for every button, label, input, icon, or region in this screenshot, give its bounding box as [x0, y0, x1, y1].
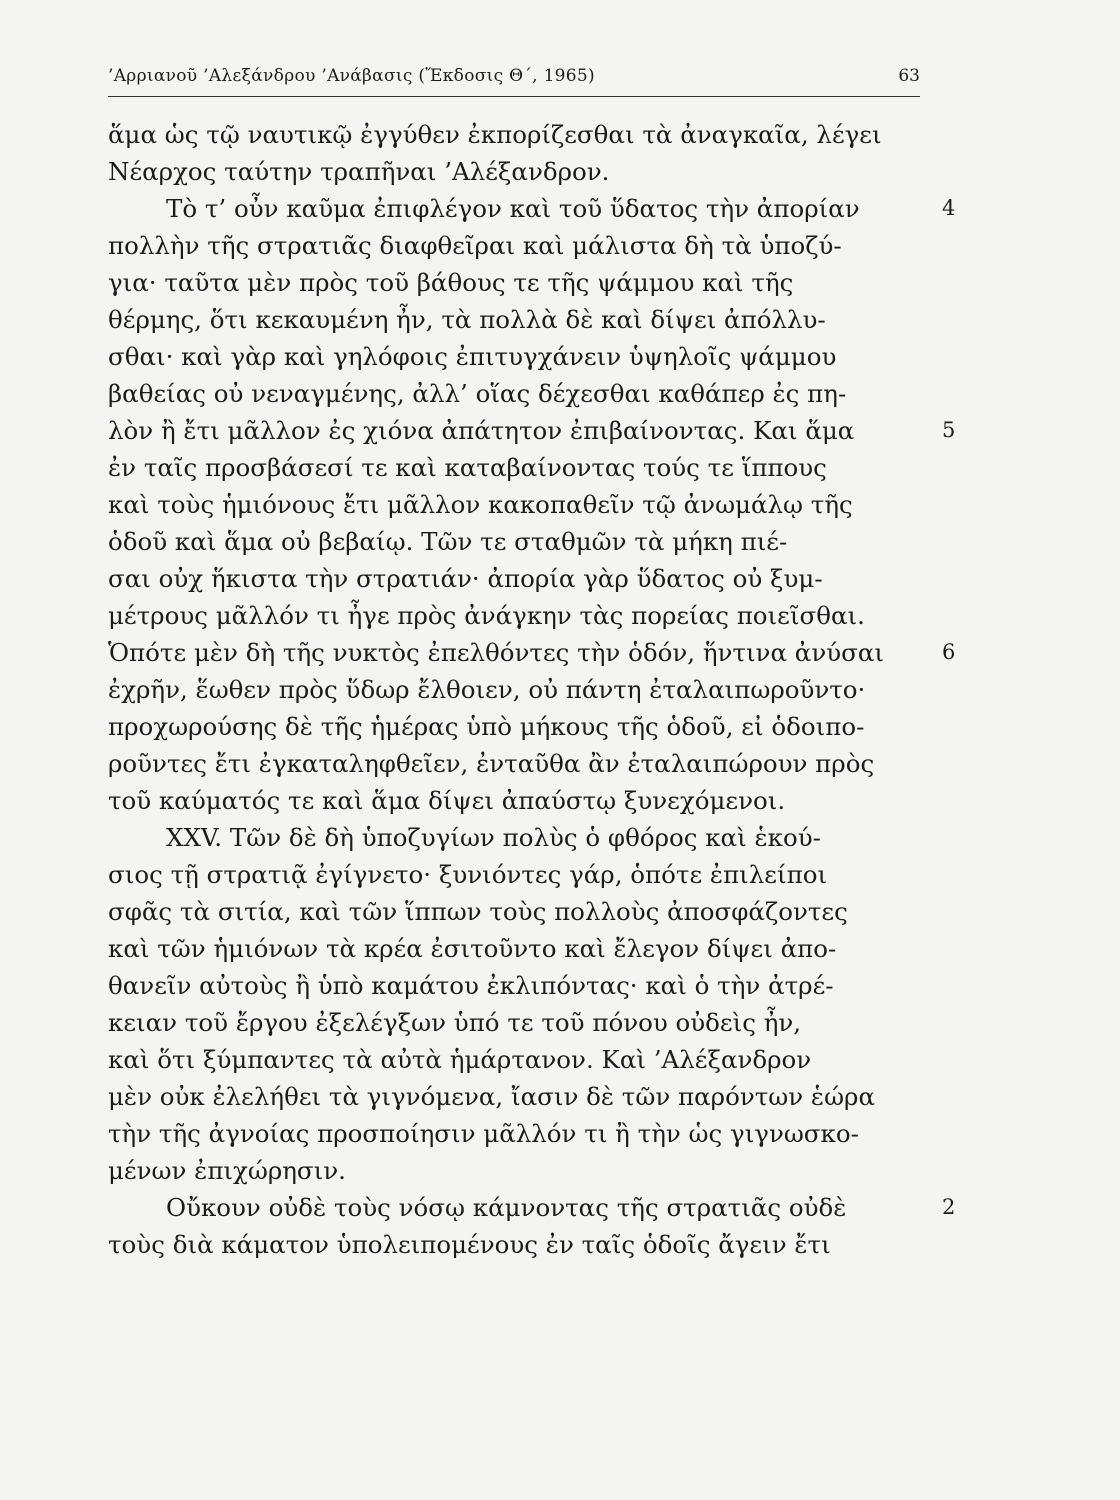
text-line	[108, 1189, 956, 1226]
line-text: πολλὴν τῆς στρατιᾶς διαφθεῖραι καὶ μάλιστα δὴ τὰ ὑποζύ-	[108, 231, 842, 260]
text-line	[108, 856, 920, 893]
text-line	[108, 449, 920, 486]
line-text: καὶ ὅτι ξύμπαντες τὰ αὐτὰ ἡμάρτανον. Καὶ ’Αλέξανδρον	[108, 1045, 812, 1074]
line-text: καὶ τοὺς ἡμιόνους ἔτι μᾶλλον κακοπαθεῖν τῷ ἀνωμάλῳ τῆς	[108, 490, 853, 519]
text-line	[108, 1115, 920, 1152]
text-line	[108, 597, 920, 634]
text-line	[108, 338, 920, 375]
text-line	[108, 227, 920, 264]
section-number: 4	[942, 196, 956, 220]
text-line	[108, 930, 920, 967]
section-number: 5	[942, 418, 956, 442]
text-line	[108, 1041, 920, 1078]
line-text: μέτρους μᾶλλόν τι ἦγε πρὸς ἀνάγκην τὰς πορείας ποιεῖσθαι.	[108, 601, 865, 630]
line-text: βαθείας οὐ νεναγμένης, ἀλλ’ οἵας δέχεσθαι καθάπερ ἐς πη-	[108, 379, 847, 408]
text-line	[108, 264, 920, 301]
text-line	[108, 1152, 920, 1189]
line-text: προχωρούσης δὲ τῆς ἡμέρας ὑπὸ μήκους τῆς ὁδοῦ, εἰ ὁδοιπο-	[108, 712, 865, 741]
text-line	[108, 153, 920, 190]
line-text: Νέαρχος ταύτην τραπῆναι ’Αλέξανδρον.	[108, 157, 610, 186]
line-text: θανεῖν αὐτοὺς ἢ ὑπὸ καμάτου ἐκλιπόντας· καὶ ὁ τὴν ἀτρέ-	[108, 971, 834, 1000]
text-line	[108, 1004, 920, 1041]
body-text	[108, 116, 956, 1263]
line-text: ἐχρῆν, ἕωθεν πρὸς ὕδωρ ἔλθοιεν, οὐ πάντη ἐταλαιπωροῦντο·	[108, 675, 866, 704]
text-line	[108, 116, 920, 153]
section-number: 6	[942, 640, 956, 664]
text-line	[108, 708, 920, 745]
text-line	[108, 819, 920, 856]
text-line	[108, 560, 920, 597]
text-line	[108, 1078, 920, 1115]
text-line	[108, 967, 920, 1004]
text-line	[108, 893, 920, 930]
line-text: Οὔκουν οὐδὲ τοὺς νόσῳ κάμνοντας τῆς στρατιᾶς οὐδὲ	[166, 1193, 847, 1222]
line-text: ροῦντες ἔτι ἐγκαταληφθεῖεν, ἐνταῦθα ἂν ἐταλαιπώρουν πρὸς	[108, 749, 875, 778]
line-text: μὲν οὐκ ἐλελήθει τὰ γιγνόμενα, ἴασιν δὲ τῶν παρόντων ἑώρα	[108, 1082, 876, 1111]
line-text: τοῦ καύματός τε καὶ ἅμα δίψει ἀπαύστῳ ξυνεχόμενοι.	[108, 786, 786, 815]
text-line	[108, 486, 920, 523]
line-text: τὴν τῆς ἀγνοίας προσποίησιν μᾶλλόν τι ἢ τὴν ὡς γιγνωσκο-	[108, 1119, 859, 1148]
text-line	[108, 190, 956, 227]
line-text: σαι οὐχ ἥκιστα τὴν στρατιάν· ἀπορία γὰρ ὕδατος οὐ ξυμ-	[108, 564, 823, 593]
line-text: Ὁπότε μὲν δὴ τῆς νυκτὸς ἐπελθόντες τὴν ὁδόν, ἥντινα ἀνύσαι	[108, 638, 884, 667]
line-text: Τὸ τ’ οὖν καῦμα ἐπιφλέγον καὶ τοῦ ὕδατος τὴν ἀπορίαν	[166, 194, 860, 223]
line-text: XXV. Τῶν δὲ δὴ ὑποζυγίων πολὺς ὁ φθόρος καὶ ἑκού-	[166, 823, 821, 852]
page-header	[108, 60, 920, 90]
text-line	[108, 375, 920, 412]
line-text: σιος τῇ στρατιᾷ ἐγίγνετο· ξυνιόντες γάρ, ὁπότε ἐπιλείποι	[108, 860, 828, 889]
text-line	[108, 412, 956, 449]
line-text: ὁδοῦ καὶ ἅμα οὐ βεβαίῳ. Τῶν τε σταθμῶν τὰ μήκη πιέ-	[108, 527, 788, 556]
text-line	[108, 671, 920, 708]
line-text: θέρμης, ὅτι κεκαυμένη ἦν, τὰ πολλὰ δὲ καὶ δίψει ἀπόλλυ-	[108, 305, 826, 334]
section-number: 2	[942, 1195, 956, 1219]
text-line	[108, 1226, 920, 1263]
line-text: σφᾶς τὰ σιτία, καὶ τῶν ἵππων τοὺς πολλοὺς ἀποσφάζοντες	[108, 897, 848, 926]
text-line	[108, 301, 920, 338]
line-text: σθαι· καὶ γὰρ καὶ γηλόφοις ἐπιτυγχάνειν ὑψηλοῖς ψάμμου	[108, 342, 837, 371]
text-line	[108, 523, 920, 560]
line-text: για· ταῦτα μὲν πρὸς τοῦ βάθους τε τῆς ψάμμου καὶ τῆς	[108, 268, 794, 297]
line-text: τοὺς διὰ κάματον ὑπολειπομένους ἐν ταῖς ὁδοῖς ἄγειν ἔτι	[108, 1230, 831, 1259]
text-line	[108, 745, 920, 782]
running-title: ’Αρριανοῦ ’Αλεξάνδρου ’Ανάβασις (Ἔκδοσις Θ΄, 1965)	[108, 66, 595, 86]
header-rule	[108, 96, 920, 97]
line-text: ἐν ταῖς προσβάσεσί τε καὶ καταβαίνοντας τούς τε ἵππους	[108, 453, 827, 482]
line-text: μένων ἐπιχώρησιν.	[108, 1156, 346, 1185]
page-number: 63	[898, 66, 920, 86]
line-text: ἅμα ὡς τῷ ναυτικῷ ἐγγύθεν ἐκπορίζεσθαι τὰ ἀναγκαῖα, λέγει	[108, 120, 882, 149]
line-text: καὶ τῶν ἡμιόνων τὰ κρέα ἐσιτοῦντο καὶ ἔλεγον δίψει ἀπο-	[108, 934, 837, 963]
text-line	[108, 634, 956, 671]
text-line	[108, 782, 920, 819]
line-text: λὸν ἢ ἔτι μᾶλλον ἐς χιόνα ἀπάτητον ἐπιβαίνοντας. Και ἅμα	[108, 416, 855, 445]
line-text: κειαν τοῦ ἔργου ἐξελέγξων ὑπό τε τοῦ πόνου οὐδεὶς ἦν,	[108, 1008, 802, 1037]
